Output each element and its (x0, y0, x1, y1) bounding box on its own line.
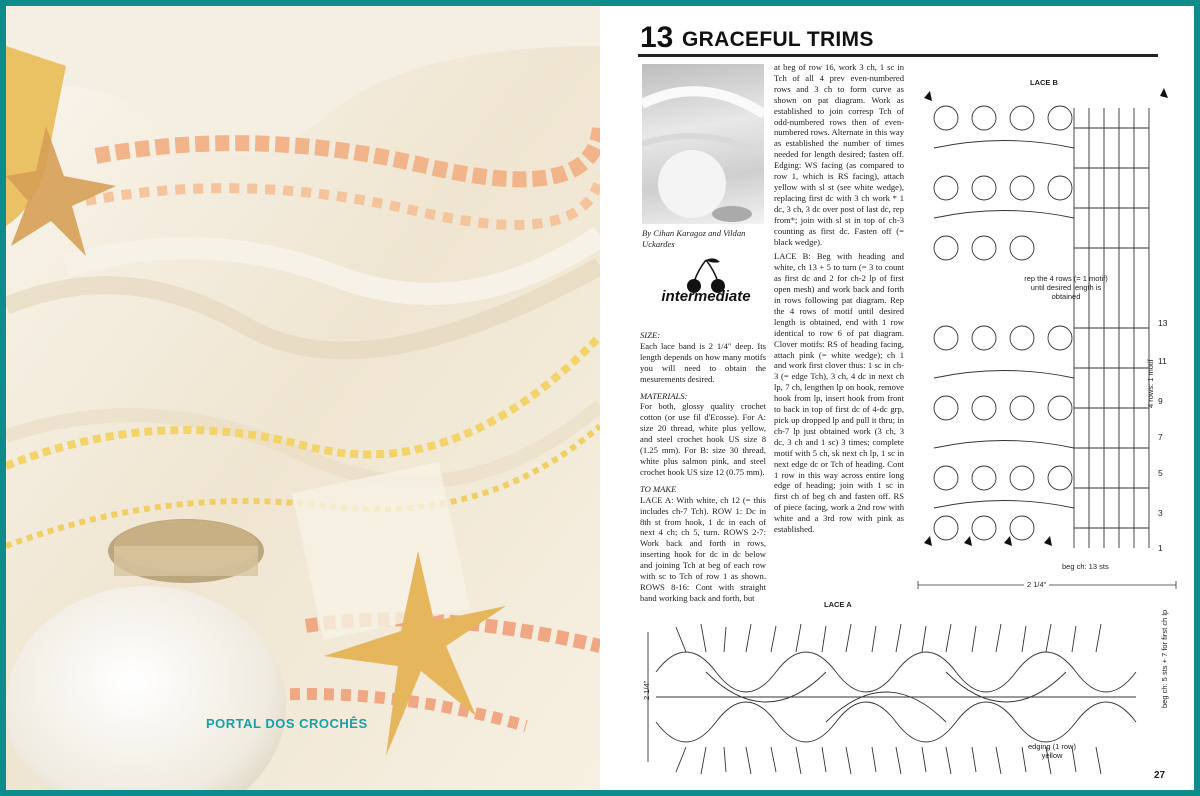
make-text: LACE A: With white, ch 12 (= this includes ch-7 Tch). ROW 1: Dc in 8th st from hook, 1 dc in each of next 4 ch; ch 5, turn. ROWS 2-7: Work back and forth in rows, inserting hook for dc in dc below and joining Tch at beg of each row with sc to Tch of row 1 as shown. ROWS 8-16: Cont with straight band working back and forth, but (640, 494, 766, 603)
materials-text: For both, glossy quality crochet cotton (or use fil d'Ecosse). For A: size 20 thread, white plus yellow, and steel crochet hook US size 8 (1.25 mm). For B: size 30 thread, white plus salmon pink, and steel crochet hook US size 12 (0.75 mm). (640, 401, 766, 477)
row-number: 1 (1158, 543, 1163, 553)
cherries-icon (650, 256, 762, 314)
page-number: 27 (1154, 770, 1166, 781)
edging-note: edging (1 row) yellow (1028, 742, 1076, 760)
spread-frame (6, 6, 1194, 790)
beg-chain-note-b: beg ch: 13 sts (1062, 562, 1109, 571)
skill-badge (650, 256, 762, 314)
thumbnail-photo (642, 64, 764, 224)
trim-photo (6, 6, 600, 790)
materials-heading: MATERIALS: (640, 390, 688, 401)
skill-level: intermediate (661, 288, 751, 305)
row-number: 13 (1158, 318, 1168, 328)
row-number: 9 (1158, 396, 1163, 406)
lace-b-instructions: LACE B: Beg with heading and white, ch 13 + 5 to turn (= 3 to count as first dc and 2 for ch-2 lp of first open mesh) and work back and forth in rows following pat diagram. Rep the 4 rows of motif until desired length is obtained, end with 1 row identical to row 6 of pat diagram. Clover motifs: RS of heading facing, attach pink (= white wedge); ch 1 and work first clover thus: 1 sc in ch-3 (= edge Tch), 3 ch, 4 dc in next ch lp, 7 ch, lengthen lp on hook, remove hook from lp, insert hook from front to back in top of first dc of 4-dc grp, pick up dropped lp and pull it thru; in ch-7 lp just obtained work (3 ch, 3 dc, 3 ch and 1 sc) 3 times; complete motif with 5 ch, sk next ch lp, 1 sc in next edge dc or Tch of heading. Cont 1 row in this way across entire long edge of heading; join with 1 sc in first ch of beg ch and fasten off. RS of piece facing, work a 2nd row with white and a 3rd row with pink as established. (774, 251, 904, 535)
page-header (638, 20, 1158, 57)
instructions-continued: at beg of row 16, work 3 ch, 1 sc in Tch of all 4 prev even-numbered rows and 3 ch to form curve as shown on pat diagram. Work as established to join corresp Tch of odd-numbered rows then of even-numbered rows. Alternate in this way as established the number of times needed for length desired; fasten off. Edging: WS facing (as compared to row 1, which is RS facing), attach yellow with sl st (see white wedge), replacing first dc with 3 ch work * 1 dc, 3 ch, 3 dc over post of last dc, rep from*; join with sl st in top of ch-3 counting as first dc. Fasten off (= black wedge). (774, 62, 904, 247)
lace-b-diagram (924, 88, 1174, 570)
height-note: 2 1/4" (642, 680, 651, 700)
beg-chain-note-a: beg ch: 5 sts + 7 for first ch lp (1160, 609, 1169, 708)
watermark-text: PORTAL DOS CROCHÊS (206, 716, 368, 731)
instruction-page (606, 6, 1194, 790)
row-number: 5 (1158, 468, 1163, 478)
column-left (640, 324, 766, 608)
column-middle (774, 62, 904, 539)
row-number: 3 (1158, 508, 1163, 518)
make-heading: TO MAKE (640, 483, 677, 494)
size-text: Each lace band is 2 1/4" deep. Its length depends on how many motifs you will need to obtain the mesurements desired. (640, 340, 766, 384)
page-title: GRACEFUL TRIMS (682, 28, 874, 51)
photo-illustration (6, 6, 600, 790)
byline: By Cihan Karagoz and Vildan Uckardes (642, 228, 746, 249)
repeat-note: rep the 4 rows (= 1 motif) until desired length is obtained (1024, 274, 1108, 301)
width-note: 2 1/4" (1024, 580, 1049, 589)
size-heading: SIZE: (640, 330, 661, 340)
row-number: 11 (1158, 356, 1167, 366)
lace-b-title: LACE B (1030, 78, 1058, 87)
lace-a-title: LACE A (824, 600, 852, 609)
pattern-number: 13 (640, 21, 674, 54)
rows-note: 4 rows: 1 motif (1146, 359, 1155, 408)
row-number: 7 (1158, 432, 1163, 442)
